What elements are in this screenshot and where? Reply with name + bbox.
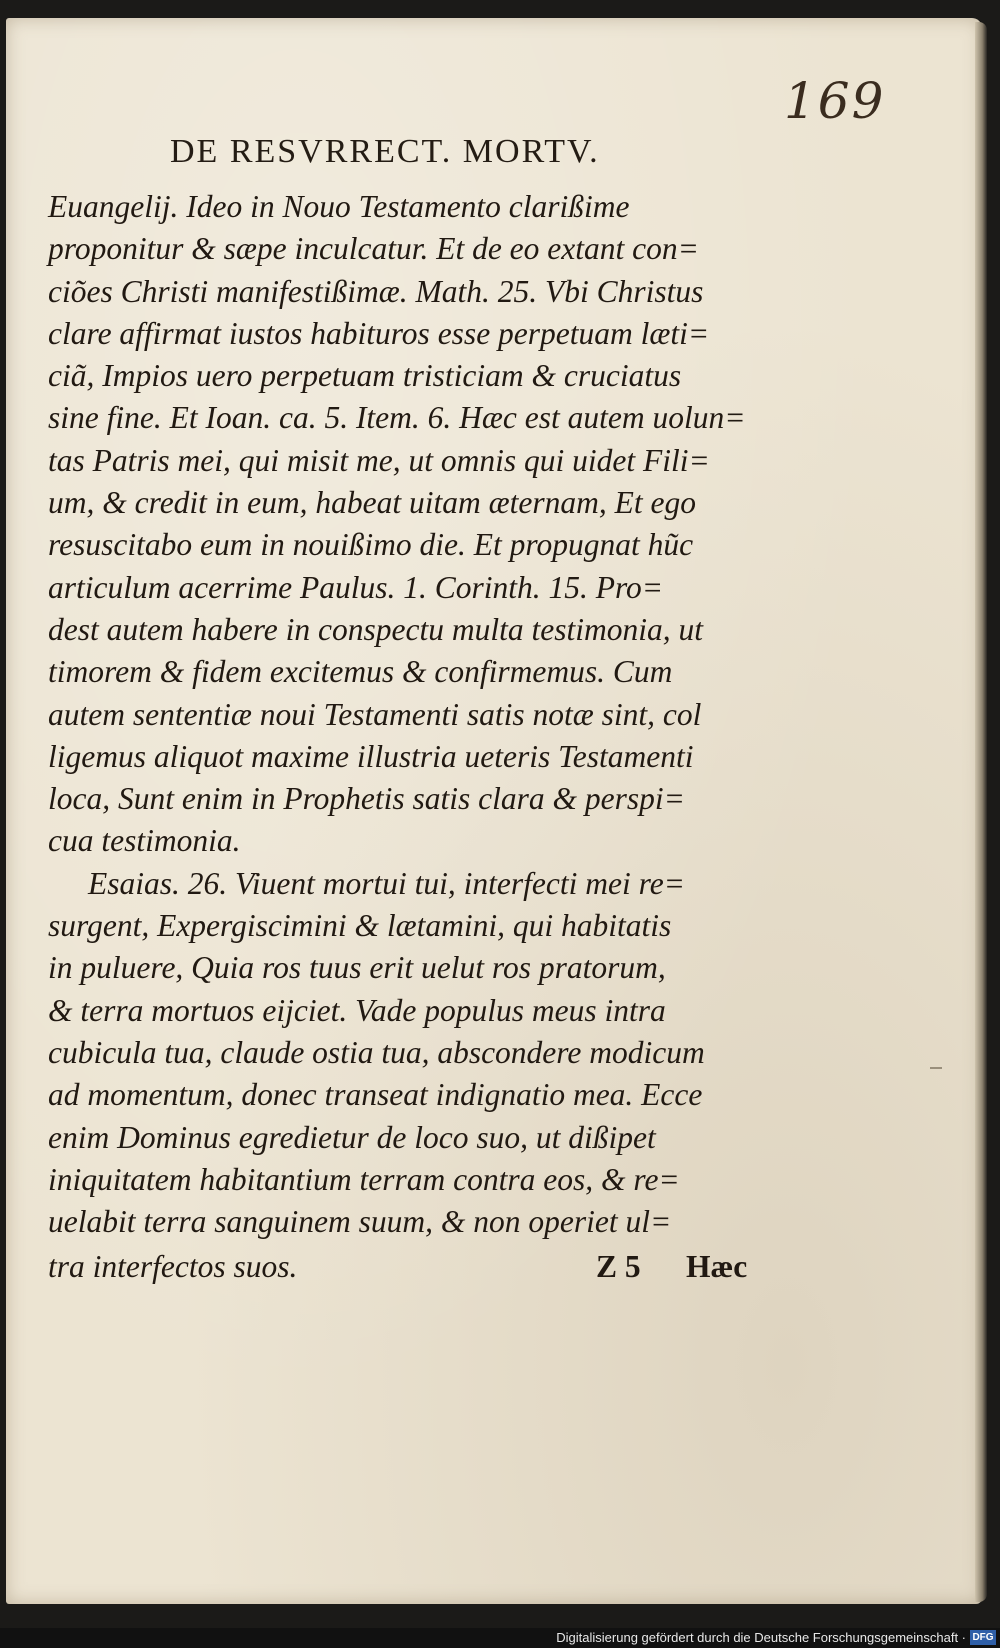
text-line: Esaias. 26. Viuent mortui tui, interfecti mei re= <box>88 865 685 901</box>
text-line: cubicula tua, claude ostia tua, abscondere modicum <box>48 1034 705 1070</box>
text-line: autem sententiæ noui Testamenti satis notæ sint, col <box>48 696 702 732</box>
text-line: timorem & fidem excitemus & confirmemus. Cum <box>48 654 673 690</box>
final-line <box>48 1249 748 1293</box>
text-line: ad momentum, donec transeat indignatio mea. Ecce <box>48 1077 703 1113</box>
text-line: resuscitabo eum in nouißimo die. Et propugnat hũc <box>48 527 694 563</box>
text-line: tra interfectos suos. <box>48 1249 298 1284</box>
text-line: sine fine. Et Ioan. ca. 5. Item. 6. Hæc est autem uolun= <box>48 400 746 436</box>
text-line: clare affirmat iustos habituros esse perpetuam læti= <box>48 315 710 351</box>
text-line: iniquitatem habitantium terram contra eos, & re= <box>48 1161 680 1197</box>
margin-mark <box>930 1067 942 1069</box>
dfg-logo-icon: DFG <box>970 1630 996 1645</box>
text-line: um, & credit in eum, habeat uitam æternam, Et ego <box>48 485 696 521</box>
folio-number: 169 <box>784 72 886 130</box>
text-line: dest autem habere in conspectu multa testimonia, ut <box>48 611 703 647</box>
text-line: Euangelij. Ideo in Nouo Testamento clarißime <box>48 189 630 224</box>
text-line: surgent, Expergiscimini & lætamini, qui habitatis <box>48 908 672 944</box>
text-line: ciões Christi manifestißimæ. Math. 25. Vbi Christus <box>48 273 704 309</box>
credit-bar <box>0 1628 1000 1648</box>
credit-text: Digitalisierung gefördert durch die Deutsche Forschungsgemeinschaft · <box>556 1630 966 1645</box>
text-line: cua testimonia. <box>48 823 241 859</box>
catchword: Hæc <box>686 1249 748 1284</box>
signature-mark: Z 5 <box>596 1249 641 1284</box>
text-line: tas Patris mei, qui misit me, ut omnis qui uidet Fili= <box>48 442 710 478</box>
running-head: DE RESVRRECT. MORTV. <box>170 133 600 170</box>
text-line: & terra mortuos eijciet. Vade populus meus intra <box>48 992 666 1028</box>
text-line: ligemus aliquot maxime illustria ueteris Testamenti <box>48 738 694 774</box>
text-line: enim Dominus egredietur de loco suo, ut dißipet <box>48 1119 656 1155</box>
text-line: uelabit terra sanguinem suum, & non operiet ul= <box>48 1204 672 1240</box>
text-line: articulum acerrime Paulus. 1. Corinth. 15. Pro= <box>48 569 664 605</box>
page-edge <box>975 22 987 1602</box>
text-line: in puluere, Quia ros tuus erit uelut ros pratorum, <box>48 950 666 986</box>
text-line: ciã, Impios uero perpetuam tristiciam & cruciatus <box>48 358 682 394</box>
text-line: proponitur & sæpe inculcatur. Et de eo extant con= <box>48 231 699 267</box>
text-line: loca, Sunt enim in Prophetis satis clara & perspi= <box>48 781 685 817</box>
body-text <box>48 186 748 1243</box>
